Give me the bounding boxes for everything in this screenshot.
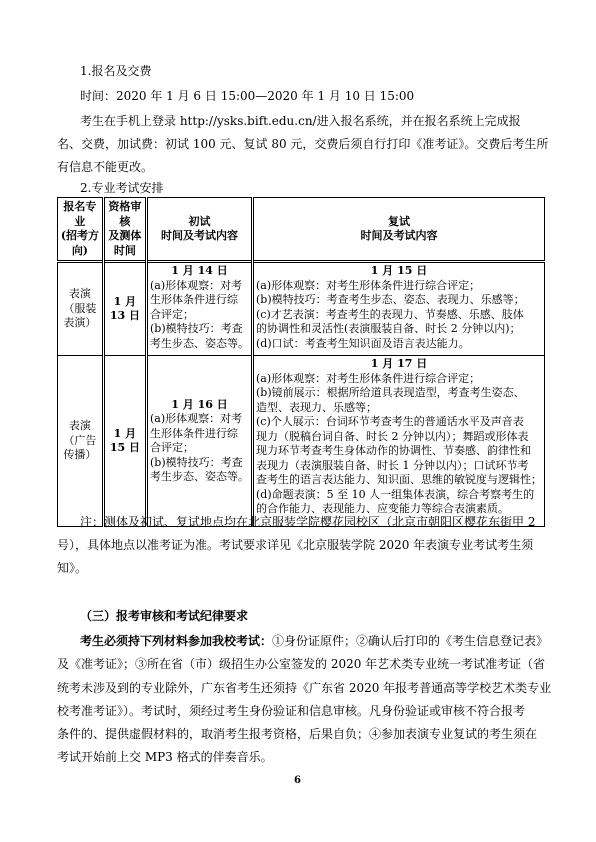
s3-line [80,634,548,648]
table-row [58,262,545,356]
s3-line: 条件的、提供虚假材料的，取消考生报考资格，后果自负；④参加表演专业复试的考生须在 [57,727,538,741]
s3-line: 统考未涉及到的专业除外，广东省考生还须持《广东省 2020 年报考普通高等学校艺术类专业 [57,681,552,695]
header-major: 报名专业 (招考方向) [58,198,104,262]
reg-para-line: 考生在手机上登录 http://ysks.bift.edu.cn/进入报名系统，并在报名系统上完成报 [80,114,521,128]
s3-line1-rest: ①身份证原件；②确认后打印的《考生信息登记表》 [272,634,549,648]
exam-heading: 2.专业考试安排 [80,181,164,195]
header-check-time: 资格审核 及测体 时间 [103,198,146,262]
exam-schedule-table [57,197,545,527]
prelim-cell: 1 月 14 日 (a)形体观察：对考 生形体条件进行综 合评定； (b)模特技巧：考查 考生步态、姿态等。 [146,262,252,356]
table-row [58,356,545,527]
note-line: 知》。 [57,561,88,575]
header-retest: 复试 时间及考试内容 [253,198,545,262]
header-prelim: 初试 时间及考试内容 [146,198,252,262]
s3-line: 校考准考证》）。考试时，须经过考生身份验证和信息审核。凡身份验证或审核不符合报考 [57,704,526,718]
table-header-row [58,198,545,262]
reg-heading: 1.报名及交费 [80,64,152,78]
s3-line: 考试开始前上交 MP3 格式的伴奏音乐。 [57,750,273,764]
note-line: 注：测体及初试、复试地点均在北京服装学院樱花园校区（北京市朝阳区樱花东街甲 2 [80,515,536,529]
major-cell: 表演 （广告传播） [58,356,104,527]
retest-cell: 1 月 17 日 (a)形体观察：对考生形体条件进行综合评定； (b)镜前展示：根据所给道具表现造型，考查考生姿态、 造型、表现力、乐感等； (c)个人展示：台词环节考查考生的普通话水平及声音表 现力（脱稿台词自备、时长 2 分钟以内）；舞蹈或形体表 现力环节考查考生身体动作的协调性、节奏感、韵律性和 表现力（表演服装自备、时长 1 分钟以内）；口试环节考 查考生的语言表达能力、知识面、思维的敏锐度与逻辑性； (d)命题表演：5 至 10 人一组集体表演，综合考察考生的 的合作能力、表现能力、应变能力等综合表演素质。 [253,356,545,527]
reg-time: 时间：2020 年 1 月 6 日 15:00—2020 年 1 月 10 日 15:00 [80,89,415,103]
prelim-cell: 1 月 16 日 (a)形体观察：对考 生形体条件进行综 合评定； (b)模特技巧：考查 考生步态、姿态等。 [146,356,252,527]
note-line: 号），具体地点以准考证为准。考试要求详见《北京服装学院 2020 年表演专业考试考生须 [57,538,534,552]
reg-para-line: 有信息不能更改。 [57,160,154,174]
major-cell: 表演 （服装表演） [58,262,104,356]
page-number: 6 [294,775,301,786]
s3-line: 及《准考证》；③所在省（市）级招生办公室签发的 2020 年艺术类专业统一考试准考证（省 [57,657,546,671]
reg-para-line: 名、交费，加试费：初试 100 元、复试 80 元，交费后须自行打印《准考证》。交费后考生所 [57,137,549,151]
check-time-cell: 1 月 13 日 [103,262,146,356]
s3-lead: 考生必须持下列材料参加我校考试： [80,634,273,648]
check-time-cell: 1 月 15 日 [103,356,146,527]
section3-title: （三）报考审核和考试纪律要求 [80,609,249,623]
retest-cell: 1 月 15 日 (a)形体观察：对考生形体条件进行综合评定； (b)模特技巧：考查考生步态、姿态、表现力、乐感等； (c)才艺表演：考查考生的表现力、节奏感、乐感、肢体 的协调性和灵活性(表演服装自备、时长 2 分钟以内)； (d)口试：考查考生知识面及语言表达能力。 [253,262,545,356]
